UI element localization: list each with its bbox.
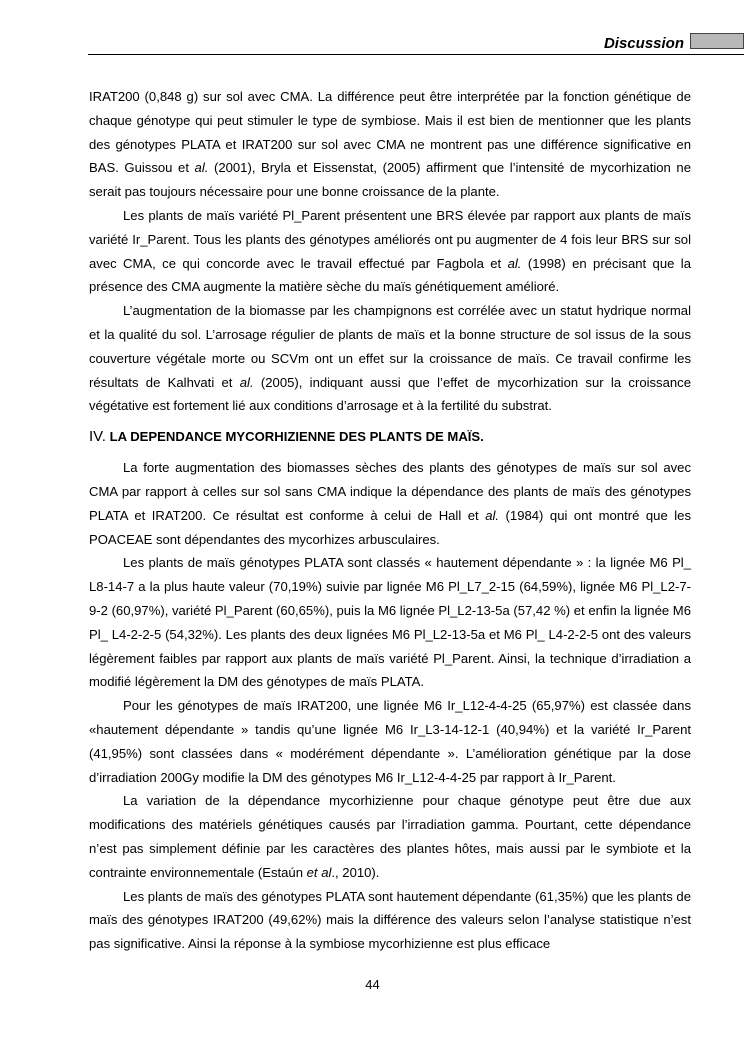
text-run: Les plants de maïs variété Pl_Parent présentent une BRS élevée par rapport aux plants de maïs variété Ir_Parent. Tous les plants des génotypes améliorés ont pu augmenter de 4 fois leur BRS sur sol avec CMA, ce qui concorde avec le travail effectué par Fagbola et [89, 207, 691, 271]
header-decoration-box [690, 33, 744, 49]
section-number: IV. [89, 428, 106, 446]
paragraph [89, 551, 691, 694]
text-run: La variation de la dépendance mycorhizienne pour chaque génotype peut être due aux modifications des matériels génétiques causés par l’irradiation gamma. Pourtant, cette dépendance n’est pas simplement définie par les caractères des plantes hôtes, mais aussi par le symbiote et la contrainte environnementale (Estaún [89, 793, 691, 880]
header-title: Discussion [603, 35, 684, 52]
paragraph-group-after-section [89, 456, 691, 956]
text-run: Pour les génotypes de maïs IRAT200, une lignée M6 Ir_L12-4-4-25 (65,97%) est classée dans «hautement dépendante » tandis qu’une lignée M6 Ir_L3-14-12-1 (40,94%) et la variété Ir_Parent (41,95%) sont classées dans « modérément dépendante ». L’amélioration génétique par la dose d’irradiation 200Gy modifie la DM des génotypes M6 Ir_L12-4-4-25 par rapport à Ir_Parent. [89, 698, 691, 785]
text-run: ., 2010). [331, 864, 380, 880]
text-run: (1998) en précisant que la présence des CMA augmente la matière sèche du maïs génétiquement amélioré. [89, 255, 691, 295]
page-body [89, 85, 691, 956]
header-rule [88, 54, 744, 55]
text-run: Les plants de maïs des génotypes PLATA sont hautement dépendante (61,35%) que les plants de maïs des génotypes IRAT200 (49,62%) mais la différence des valeurs selon l’analyse statistique n’est pas significative. Ainsi la réponse à la symbiose mycorhizienne est plus efficace [89, 888, 691, 952]
text-run: IRAT200 (0,848 g) sur sol avec CMA. La différence peut être interprétée par la fonction génétique de chaque génotype qui peut stimuler le type de symbiose. Mais il est bien de mentionner que les plants des génotypes PLATA et IRAT200 sur sol avec CMA ne montrent pas une différence significative en BAS. Guissou et [89, 89, 691, 176]
paragraph [89, 885, 691, 956]
italic-text: al. [485, 507, 500, 523]
page-number: 44 [365, 977, 380, 992]
paragraph [89, 694, 691, 789]
text-run: (2005), indiquant aussi que l’effet de mycorhization sur la croissance végétative est fortement lié aux conditions d’arrosage et à la fertilité du substrat. [89, 374, 691, 414]
paragraph [89, 789, 691, 884]
italic-text: et al [306, 864, 332, 880]
italic-text: al. [239, 374, 254, 390]
text-run: L’augmentation de la biomasse par les champignons est corrélée avec un statut hydrique normal et la qualité du sol. L’arrosage régulier de plants de maïs et la bonne structure de sol issus de la sous couverture végétale morte ou SCVm ont un effet sur la croissance de maïs. Ce travail confirme les résultats de Kalhvati et [89, 303, 691, 390]
paragraph [89, 204, 691, 299]
italic-text: al. [507, 255, 522, 271]
text-run: La forte augmentation des biomasses sèches des plants des génotypes de maïs sur sol avec CMA par rapport à celles sur sol sans CMA indique la dépendance des plants de maïs des génotypes PLATA et IRAT200. Ce résultat est conforme à celui de Hall et [89, 460, 691, 523]
italic-text: al. [194, 160, 209, 176]
paragraph [89, 299, 691, 418]
paragraph [89, 456, 691, 551]
text-run: (1984) qui ont montré que les POACEAE sont dépendantes des mycorhizes arbusculaires. [89, 507, 691, 547]
section-heading [89, 425, 691, 449]
text-run: Les plants de maïs génotypes PLATA sont classés « hautement dépendante » : la lignée M6 Pl_ L8-14-7 a la plus haute valeur (70,19%) suivie par lignée M6 Pl_L7_2-15 (64,59%), lignée M6 Pl_L2-7-9-2 (60,97%), variété Pl_Parent (60,65%), puis la M6 lignée Pl_L2-13-5a (57,42 %) et enfin la lignée M6 Pl_ L4-2-2-5 (54,32%). Les plants des deux lignées M6 Pl_L2-13-5a et M6 Pl_ L4-2-2-5 ont des valeurs légèrement faibles par rapport aux plants de maïs variété Pl_Parent. Ainsi, la technique d’irradiation a modifié légèrement la DM des génotypes de maïs PLATA. [89, 555, 691, 690]
paragraph [89, 85, 691, 204]
section-title: LA DEPENDANCE MYCORHIZIENNE DES PLANTS DE MAÏS. [109, 429, 484, 445]
text-run: (2001), Bryla et Eissenstat, (2005) affirment que l’intensité de mycorhization ne serait pas toujours nécessaire pour une bonne croissance de la plante. [89, 160, 691, 200]
paragraph-group-before-section [89, 85, 691, 418]
